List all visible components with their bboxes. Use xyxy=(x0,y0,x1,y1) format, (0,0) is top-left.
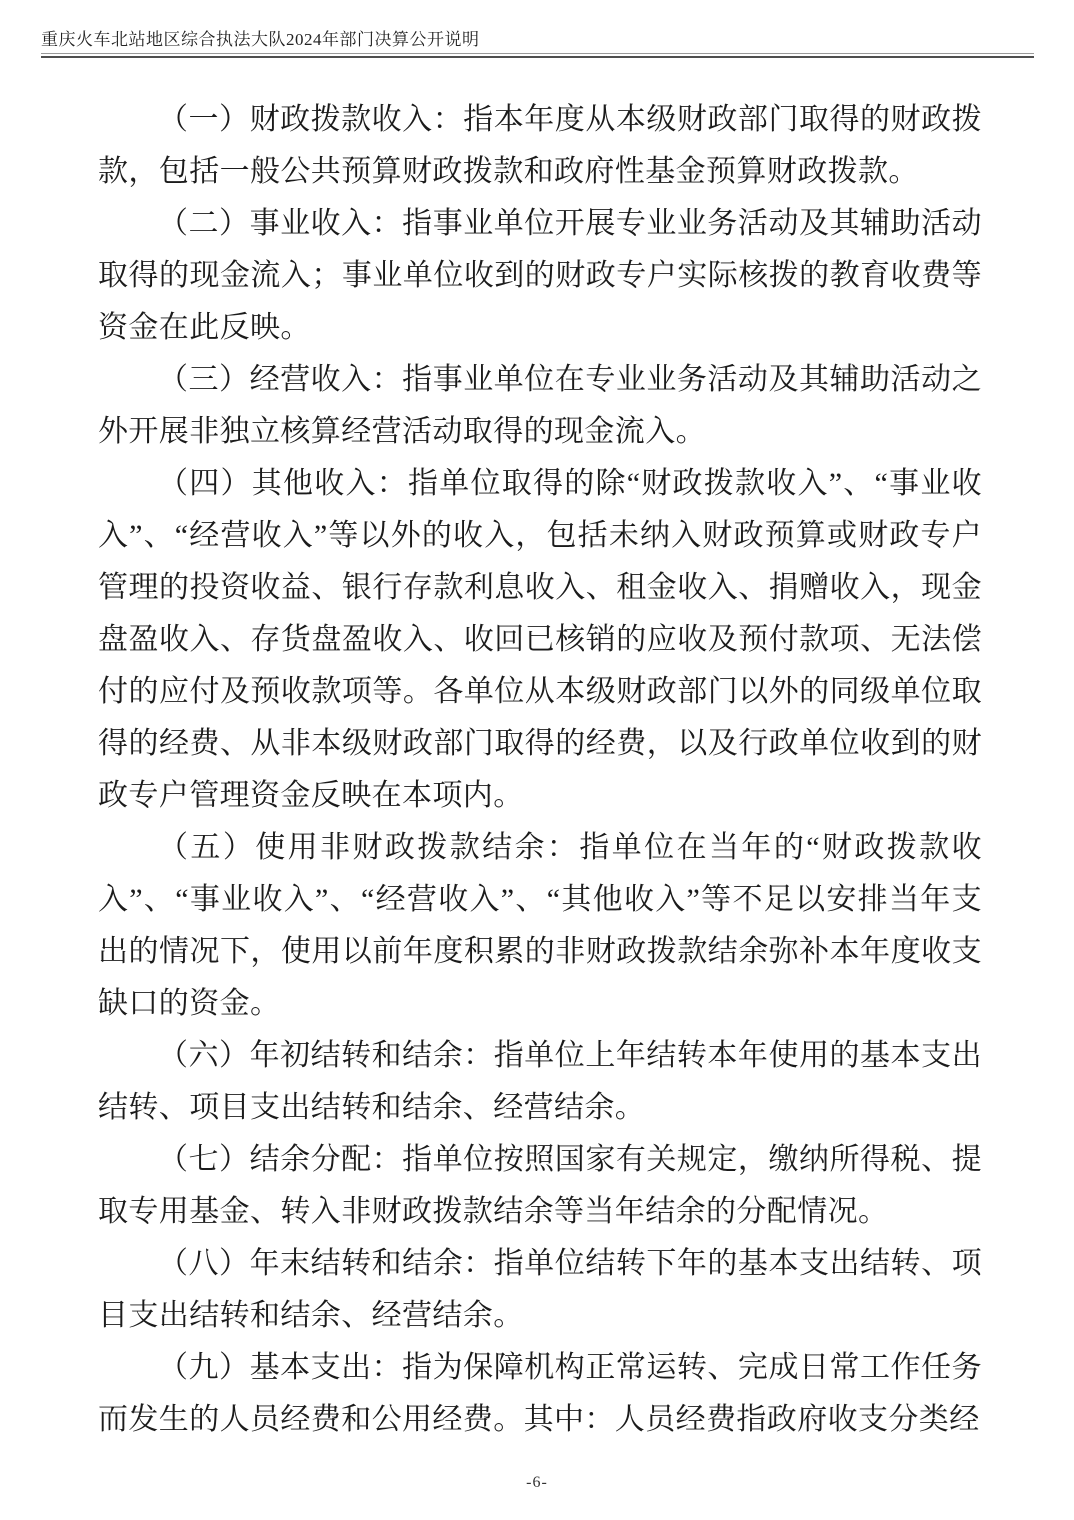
paragraph: （二）事业收入：指事业单位开展专业业务活动及其辅助活动取得的现金流入；事业单位收到的财政专户实际核拨的教育收费等资金在此反映。 xyxy=(98,207,982,344)
header-divider xyxy=(41,53,1034,58)
paragraph: （三）经营收入：指事业单位在专业业务活动及其辅助活动之外开展非独立核算经营活动取得的现金流入。 xyxy=(98,363,982,448)
paragraph: （五）使用非财政拨款结余：指单位在当年的“财政拨款收入”、“事业收入”、“经营收入”、“其他收入”等不足以安排当年支出的情况下，使用以前年度积累的非财政拨款结余弥补本年度收支缺口的资金。 xyxy=(98,831,982,1020)
paragraph: （七）结余分配：指单位按照国家有关规定，缴纳所得税、提取专用基金、转入非财政拨款结余等当年结余的分配情况。 xyxy=(98,1143,982,1228)
paragraph: （六）年初结转和结余：指单位上年结转本年使用的基本支出结转、项目支出结转和结余、经营结余。 xyxy=(98,1039,982,1124)
paragraph: （一）财政拨款收入：指本年度从本级财政部门取得的财政拨款，包括一般公共预算财政拨款和政府性基金预算财政拨款。 xyxy=(98,103,982,188)
document-body xyxy=(98,94,982,1446)
page-header xyxy=(41,30,1034,58)
page-footer xyxy=(0,1474,1074,1492)
paragraph: （九）基本支出：指为保障机构正常运转、完成日常工作任务而发生的人员经费和公用经费。其中：人员经费指政府收支分类经 xyxy=(98,1351,982,1436)
header-title: 重庆火车北站地区综合执法大队2024年部门决算公开说明 xyxy=(41,30,480,49)
paragraph: （八）年末结转和结余：指单位结转下年的基本支出结转、项目支出结转和结余、经营结余。 xyxy=(98,1247,982,1332)
page-number: -6- xyxy=(526,1474,548,1491)
paragraph: （四）其他收入：指单位取得的除“财政拨款收入”、“事业收入”、“经营收入”等以外的收入，包括未纳入财政预算或财政专户管理的投资收益、银行存款利息收入、租金收入、捐赠收入，现金盘盈收入、存货盘盈收入、收回已核销的应收及预付款项、无法偿付的应付及预收款项等。各单位从本级财政部门以外的同级单位取得的经费、从非本级财政部门取得的经费，以及行政单位收到的财政专户管理资金反映在本项内。 xyxy=(98,467,982,812)
